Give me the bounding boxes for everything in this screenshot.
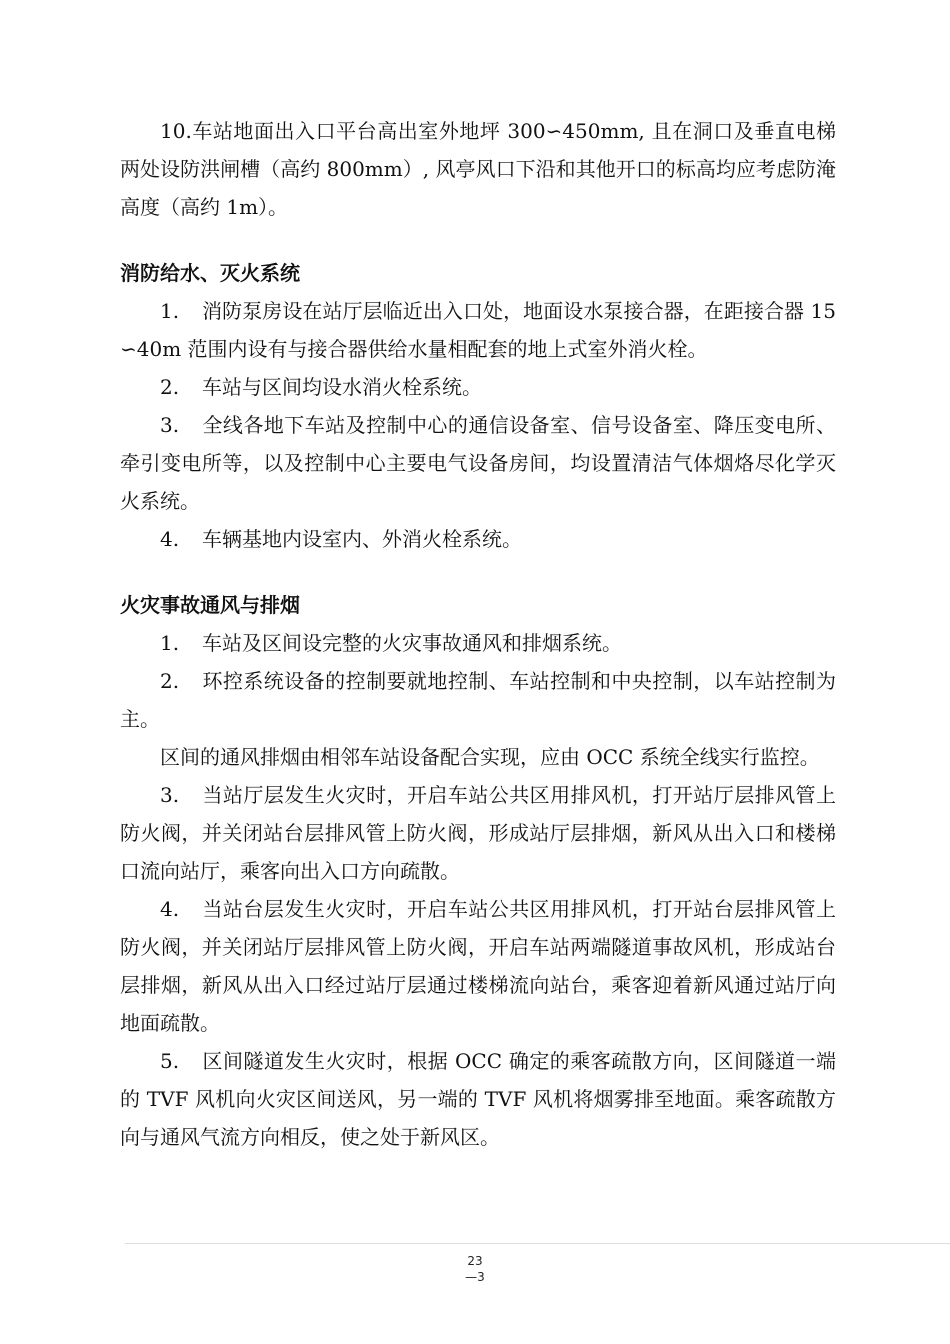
item-number: 3. bbox=[160, 413, 180, 437]
list-item bbox=[120, 624, 836, 662]
footer-divider bbox=[125, 1243, 950, 1244]
intro-paragraph: 10.车站地面出入口平台高出室外地坪 300∽450mm, 且在洞口及垂直电梯两处设防洪闸槽（高约 800mm）, 风亭风口下沿和其他开口的标高均应考虑防淹高度（高约 1m）。 bbox=[120, 119, 836, 219]
page-number: 23 bbox=[467, 1254, 483, 1268]
item-number: 4. bbox=[160, 527, 180, 551]
item-text: 全线各地下车站及控制中心的通信设备室、信号设备室、降压变电所、牵引变电所等，以及控制中心主要电气设备房间，均设置清洁气体烟烙尽化学灭火系统。 bbox=[120, 413, 836, 513]
list-item bbox=[120, 776, 836, 890]
item-text: 车站及区间设完整的火灾事故通风和排烟系统。 bbox=[202, 631, 622, 655]
list-item bbox=[120, 406, 836, 520]
item-text: 车站与区间均设水消火栓系统。 bbox=[202, 375, 482, 399]
section-heading-smoke-exhaust: 火灾事故通风与排烟 bbox=[120, 593, 300, 617]
list-item bbox=[120, 520, 836, 558]
list-item bbox=[120, 662, 836, 738]
list-item bbox=[120, 368, 836, 406]
list-item bbox=[120, 292, 836, 368]
list-item bbox=[120, 890, 836, 1042]
section-heading-fire-water: 消防给水、灭火系统 bbox=[120, 261, 300, 285]
item-number: 2. bbox=[160, 375, 180, 399]
page-sub-number: —3 bbox=[465, 1270, 485, 1284]
item-text: 车辆基地内设室内、外消火栓系统。 bbox=[202, 527, 522, 551]
item-number: 1. bbox=[160, 631, 180, 655]
document-page bbox=[120, 112, 836, 1156]
item-number: 1. bbox=[160, 299, 180, 323]
list-item bbox=[120, 1042, 836, 1156]
item-text: 区间隧道发生火灾时，根据 OCC 确定的乘客疏散方向，区间隧道一端的 TVF 风机向火灾区间送风，另一端的 TVF 风机将烟雾排至地面。乘客疏散方向与通风气流方向相反，使之处于新风区。 bbox=[120, 1049, 836, 1149]
item-text: 当站厅层发生火灾时，开启车站公共区用排风机，打开站厅层排风管上防火阀，并关闭站台层排风管上防火阀，形成站厅层排烟，新风从出入口和楼梯口流向站厅，乘客向出入口方向疏散。 bbox=[120, 783, 836, 883]
item-number: 4. bbox=[160, 897, 180, 921]
item-text: 消防泵房设在站厅层临近出入口处，地面设水泵接合器，在距接合器 15∽40m 范围内设有与接合器供给水量相配套的地上式室外消火栓。 bbox=[120, 299, 836, 361]
item-number: 2. bbox=[160, 669, 180, 693]
note-paragraph: 区间的通风排烟由相邻车站设备配合实现，应由 OCC 系统全线实行监控。 bbox=[160, 745, 820, 769]
item-text: 环控系统设备的控制要就地控制、车站控制和中央控制，以车站控制为主。 bbox=[120, 669, 836, 731]
item-number: 3. bbox=[160, 783, 180, 807]
item-number: 5. bbox=[160, 1049, 180, 1073]
item-text: 当站台层发生火灾时，开启车站公共区用排风机，打开站台层排风管上防火阀，并关闭站厅层排风管上防火阀，开启车站两端隧道事故风机，形成站台层排烟，新风从出入口经过站厅层通过楼梯流向站台，乘客迎着新风通过站厅向地面疏散。 bbox=[120, 897, 836, 1035]
page-footer bbox=[0, 1253, 950, 1285]
